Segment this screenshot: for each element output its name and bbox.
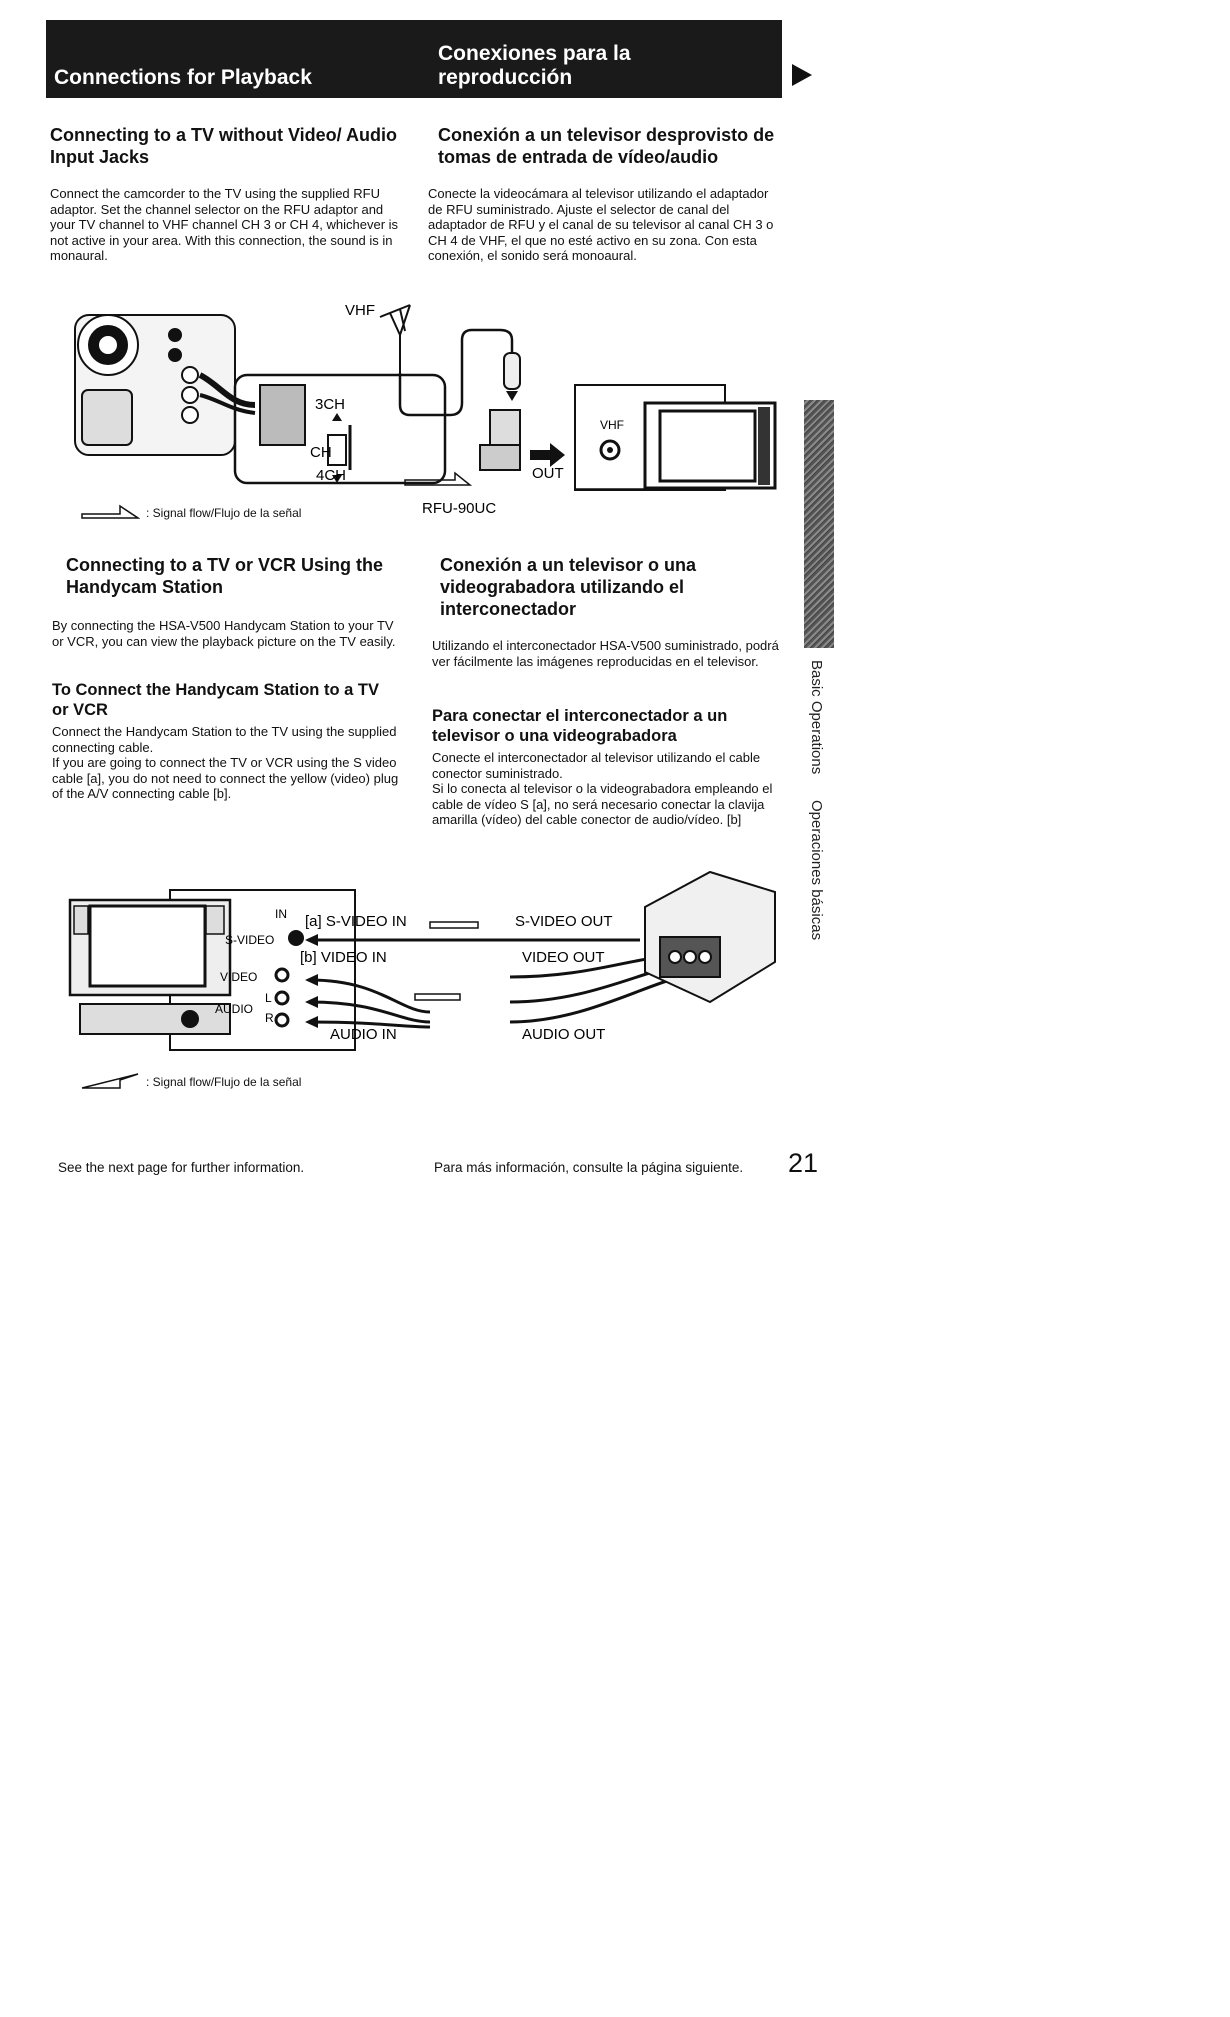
section2-sub-body-es-box [432,750,782,828]
section2-sub-body-en-2: If you are going to connect the TV or VCR using the S video cable [a], you do not need to connect the yellow (video) plug of the A/V connecting cable [b]. [52,755,399,801]
section2-body-es: Utilizando el interconectador HSA-V500 suministrado, podrá ver fácilmente las imágenes reproducidas en el televisor. [432,638,779,669]
svideo-small-label: S-VIDEO [225,933,275,947]
svideo-out-label: S-VIDEO OUT [515,913,613,930]
section2-subheading-en: To Connect the Handycam Station to a TV or VCR [52,681,379,719]
section2-body-es-box [432,638,782,669]
ch3-label: 3CH [315,396,346,413]
footer-right: Para más información, consulte la página siguiente. [434,1160,744,1175]
antenna-icon [380,305,410,373]
diagram1-legend: : Signal flow/Flujo de la señal [146,506,302,520]
out-label: OUT [532,465,564,482]
section2-heading-es-box [440,554,770,620]
section2-sub-en-box [52,680,392,720]
tv-vhf-label: VHF [600,418,624,432]
signal-flow-arrow-icon-2 [80,1070,140,1094]
section1-heading-es: Conexión a un televisor desprovisto de tomas de entrada de vídeo/audio [438,125,775,167]
rfu-connection-diagram [60,295,790,525]
vhf-antenna-label: VHF [345,302,375,319]
l-label: L [265,991,272,1005]
footer-left: See the next page for further information. [58,1160,305,1175]
section1-body-es-box [428,186,778,264]
section2-sub-es-box [432,706,782,746]
section2-body-en: By connecting the HSA-V500 Handycam Station to your TV or VCR, you can view the playback picture on the TV easily. [52,618,396,649]
video-small-label: VIDEO [220,970,258,984]
section1-heading-en-box [50,124,410,168]
rfu-model-label: RFU-90UC [422,500,497,517]
section2-heading-es: Conexión a un televisor o una videograbadora utilizando el interconectador [440,555,697,619]
section1-body-en: Connect the camcorder to the TV using the supplied RFU adaptor. Set the channel selector on the RFU adaptor and your TV channel to VHF channel CH 3 or CH 4, whichever is not active in your area. With this connection, the sound is in monaural. [50,186,399,263]
diagram2-legend: : Signal flow/Flujo de la señal [146,1075,302,1089]
banner-title-en: Connections for Playback [54,66,312,89]
section2-heading-en-box [66,554,396,598]
section2-heading-en: Connecting to a TV or VCR Using the Handycam Station [66,555,384,597]
section1-body-es: Conecte la videocámara al televisor utilizando el adaptador de RFU suministrado. Ajuste el selector de canal del adaptador de RFU y el canal de su televisor al canal CH 3 o CH 4 de VHF, el que no esté activo en su zona. Con esta conexión, el sonido será monoaural. [428,186,774,263]
section2-sub-body-en-box [52,724,402,802]
r-label: R [265,1011,274,1025]
svideo-in-label: [a] S-VIDEO IN [305,913,407,930]
section2-sub-body-es-1: Conecte el interconectador al televisor utilizando el cable conector suministrado. [432,750,761,781]
section1-body-en-box [50,186,400,264]
audio-out-label: AUDIO OUT [522,1026,606,1043]
section2-subheading-es: Para conectar el interconectador a un televisor o una videograbadora [432,707,728,745]
section2-sub-body-en-1: Connect the Handycam Station to the TV using the supplied connecting cable. [52,724,397,755]
sidebar-label-es: Operaciones básicas [808,800,825,941]
next-page-arrow-icon [792,64,812,86]
page-number: 21 [788,1148,819,1178]
section1-heading-es-box [438,124,798,168]
ch-label: CH [310,444,332,461]
video-in-label: [b] VIDEO IN [300,949,387,966]
signal-flow-arrow-icon [80,500,140,524]
section2-sub-body-es-2: Si lo conecta al televisor o la videograbadora empleando el cable de vídeo S [a], no será necesario conectar la clavija amarilla (vídeo) del cable conector de audio/vídeo. [b] [432,781,773,827]
handycam-station-diagram [60,862,790,1082]
sidebar-tab-strip [804,400,834,648]
audio-small-label: AUDIO [215,1002,254,1016]
audio-in-label: AUDIO IN [330,1026,397,1043]
banner-title-es: Conexiones para la reproducción [438,42,631,89]
in-label: IN [275,907,287,921]
video-out-label: VIDEO OUT [522,949,605,966]
ch4-label: 4CH [316,467,347,484]
section2-body-en-box [52,618,402,649]
sidebar-label-en: Basic Operations [808,660,825,775]
section1-heading-en: Connecting to a TV without Video/ Audio Input Jacks [50,125,397,167]
